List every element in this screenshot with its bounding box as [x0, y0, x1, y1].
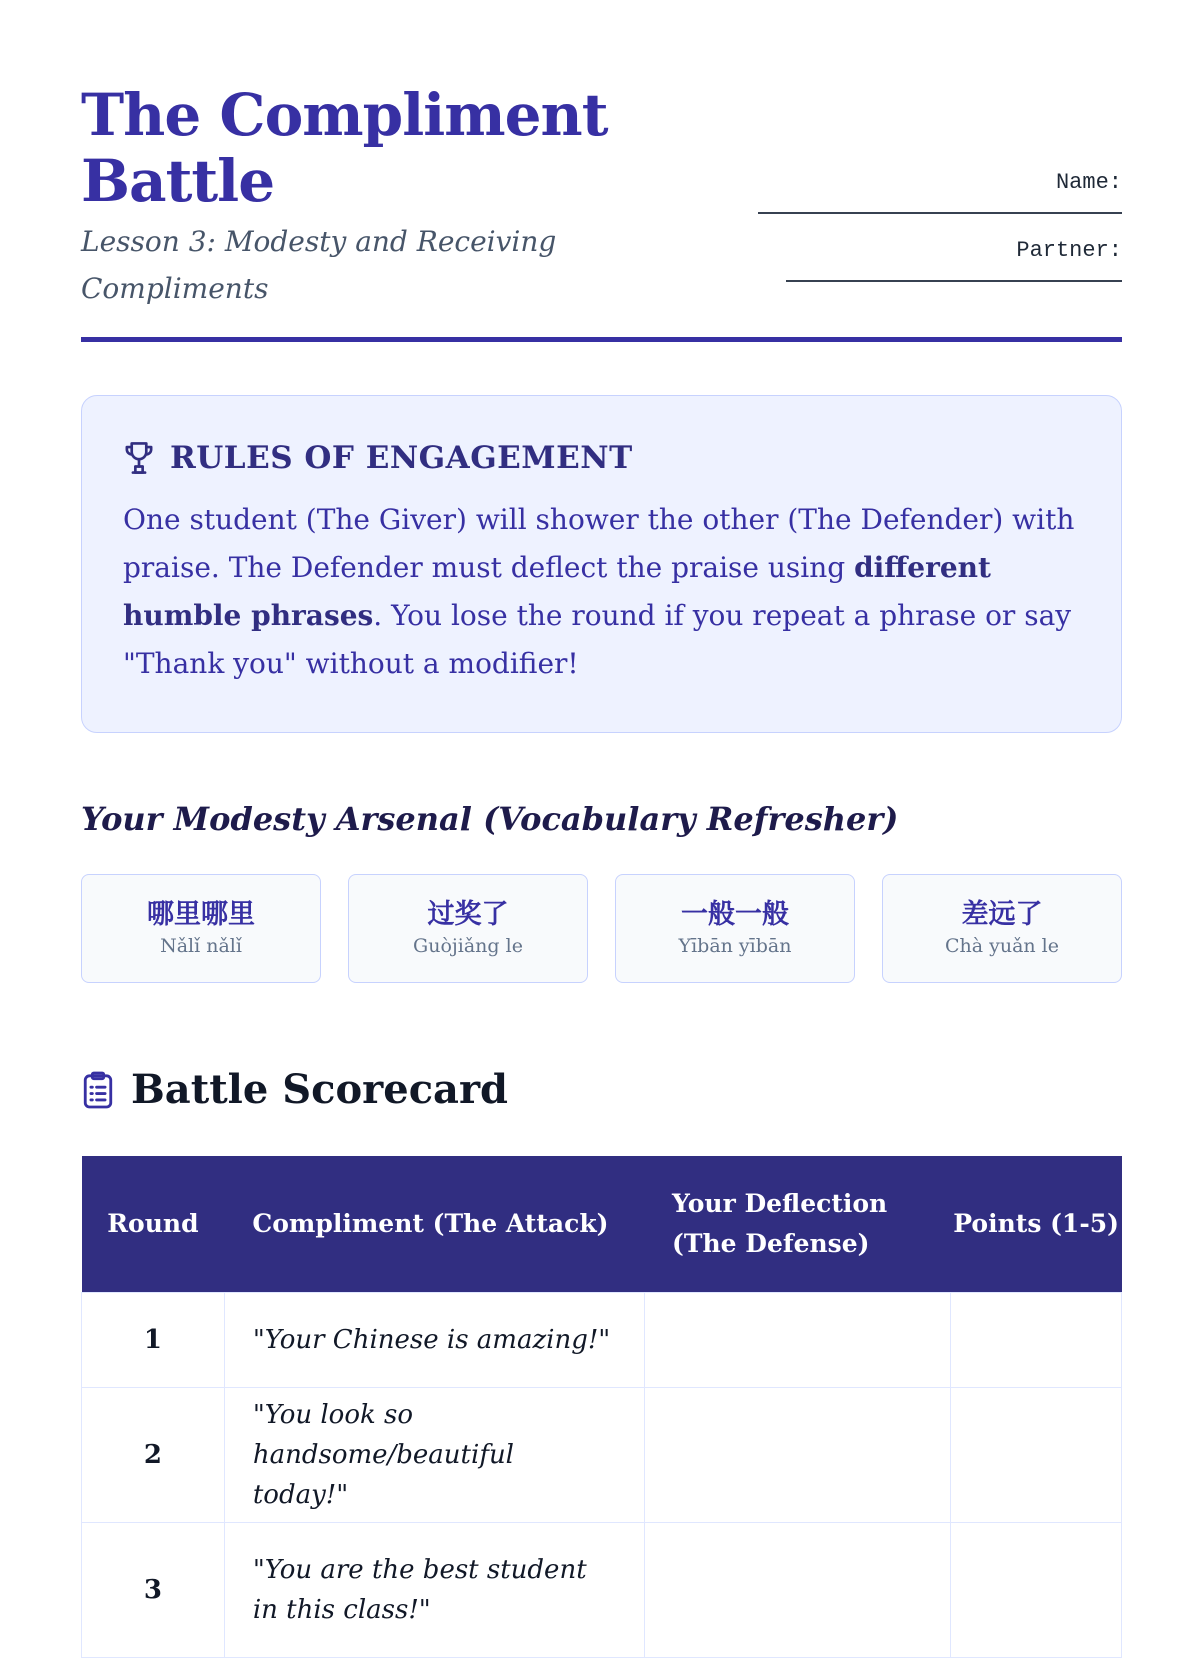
vocab-pinyin: Guòjiǎng le: [413, 935, 523, 957]
partner-field[interactable]: [786, 266, 1122, 282]
rules-heading: [124, 440, 633, 476]
points-cell[interactable]: [951, 1522, 1122, 1657]
round-number: 3: [82, 1522, 225, 1657]
partner-label: Partner:: [1016, 238, 1122, 263]
vocab-pinyin: Yībān yībān: [678, 935, 792, 957]
vocab-cards: [81, 874, 1122, 983]
deflection-cell[interactable]: [644, 1522, 951, 1657]
student-fields: [742, 168, 1122, 304]
vocab-hanzi: 一般一般: [681, 899, 789, 930]
trophy-icon: [124, 441, 154, 475]
vocab-card: [81, 874, 321, 983]
rules-text-part-2: . You lose the round if you repeat a phrase or say "Thank you" without a modifier!: [123, 599, 1072, 680]
points-cell[interactable]: [951, 1387, 1122, 1522]
table-row: [82, 1387, 1122, 1522]
vocab-card: [882, 874, 1122, 983]
vocab-pinyin: Chà yuǎn le: [944, 935, 1060, 957]
column-header-defense: Your Deflection (The Defense): [644, 1156, 951, 1292]
name-field[interactable]: [758, 198, 1122, 214]
scorecard-table: [81, 1156, 1122, 1658]
column-header-attack: Compliment (The Attack): [224, 1156, 644, 1292]
rules-text-part-1: One student (The Giver) will shower the other (The Defender) with praise. The Defender must deflect the praise using: [123, 503, 1075, 584]
scorecard-heading: [81, 1066, 508, 1113]
table-header-row: [82, 1156, 1122, 1292]
rules-title: RULES OF ENGAGEMENT: [170, 440, 633, 476]
round-number: 2: [82, 1387, 225, 1522]
rules-text-emphasis: different humble phrases: [123, 551, 991, 632]
vocab-pinyin: Nǎlǐ nǎlǐ: [160, 935, 242, 957]
compliment-cell: "You look so handsome/beautiful today!": [224, 1387, 644, 1522]
column-header-points: Points (1-5): [951, 1156, 1122, 1292]
clipboard-icon: [81, 1070, 115, 1110]
round-number: 1: [82, 1292, 225, 1387]
arsenal-title: Your Modesty Arsenal (Vocabulary Refresher): [81, 800, 899, 838]
rules-text: [123, 496, 1083, 688]
worksheet-header: [81, 0, 1122, 342]
rules-box: [81, 395, 1122, 733]
lesson-subtitle: Lesson 3: Modesty and Receiving Compliments: [81, 225, 557, 305]
vocab-hanzi: 差远了: [961, 899, 1043, 930]
table-row: [82, 1522, 1122, 1657]
deflection-cell[interactable]: [644, 1292, 951, 1387]
vocab-hanzi: 过奖了: [427, 899, 509, 930]
name-label: Name:: [1055, 170, 1122, 195]
points-cell[interactable]: [951, 1292, 1122, 1387]
compliment-cell: "Your Chinese is amazing!": [224, 1292, 644, 1387]
column-header-round: Round: [82, 1156, 225, 1292]
compliment-cell: "You are the best student in this class!": [224, 1522, 644, 1657]
deflection-cell[interactable]: [644, 1387, 951, 1522]
table-row: [82, 1292, 1122, 1387]
page-title: The Compliment Battle: [81, 81, 608, 215]
vocab-card: [615, 874, 855, 983]
scorecard-title: Battle Scorecard: [131, 1066, 509, 1113]
worksheet-page: [81, 0, 1122, 1625]
vocab-hanzi: 哪里哪里: [147, 899, 255, 930]
vocab-card: [348, 874, 588, 983]
